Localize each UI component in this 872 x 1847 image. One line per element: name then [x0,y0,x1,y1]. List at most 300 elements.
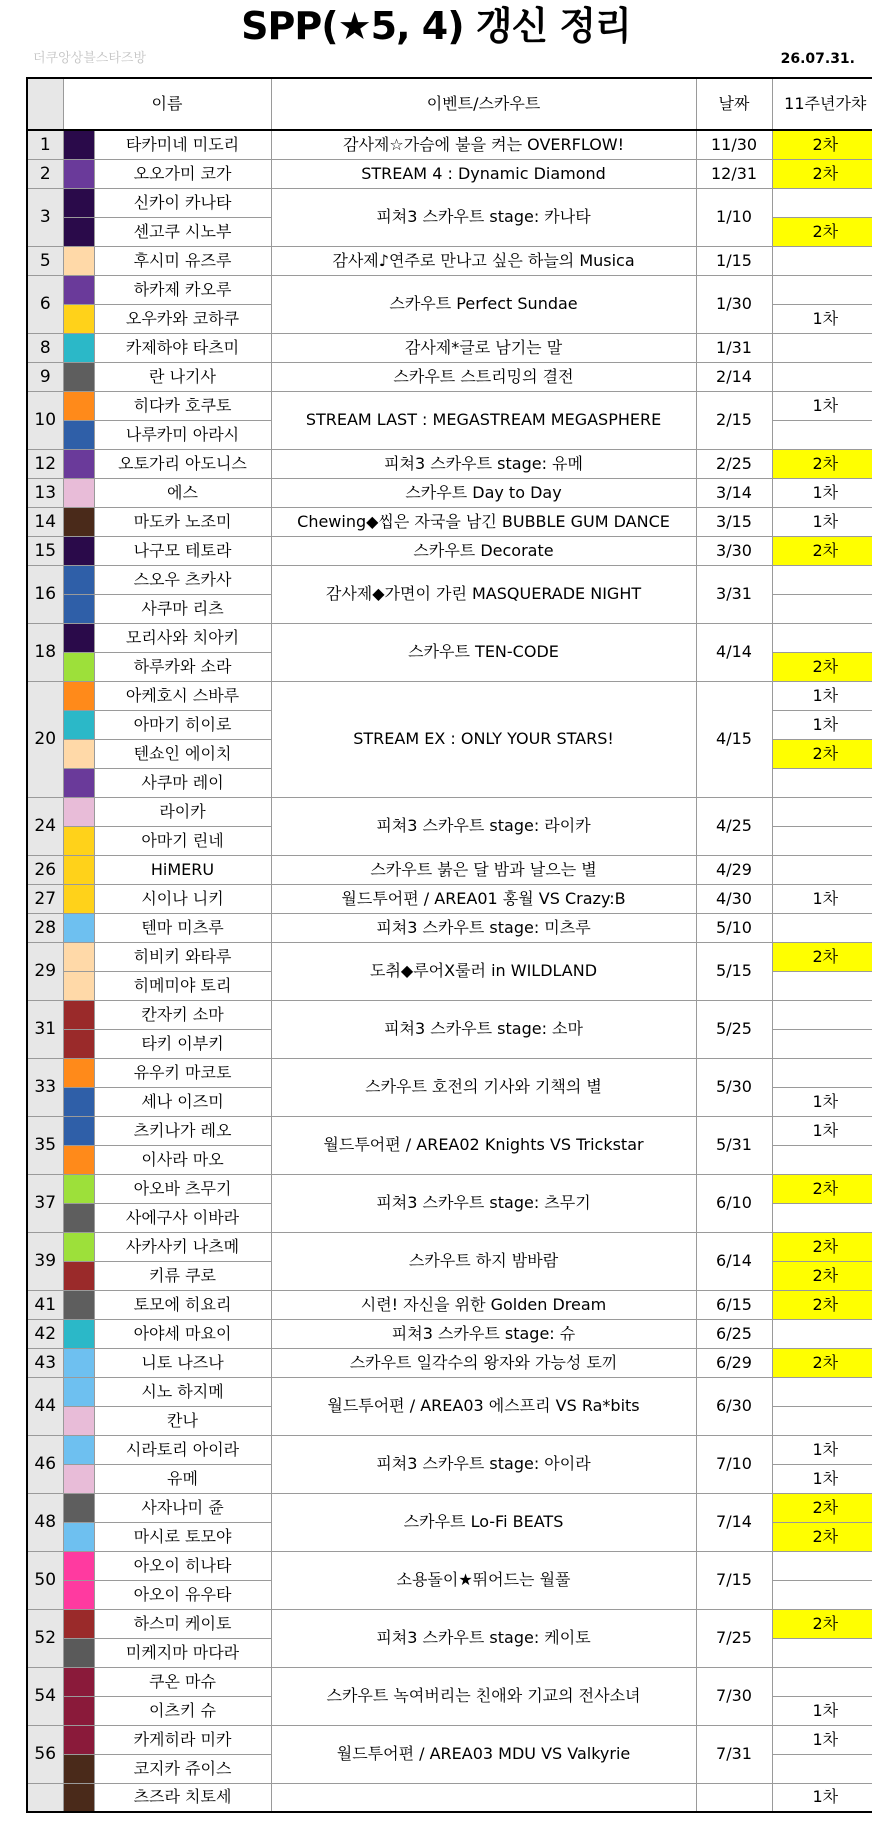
character-name: 유우키 마코토 [94,1058,271,1087]
character-name: 아오이 유우타 [94,1580,271,1609]
event-date: 5/30 [696,1058,772,1116]
character-name: 이사라 마오 [94,1145,271,1174]
unit-color-swatch [63,942,94,971]
event-date: 4/15 [696,681,772,797]
unit-color-swatch [63,594,94,623]
event-name: 월드투어편 / AREA03 에스프리 VS Ra*bits [271,1377,696,1435]
unit-color-swatch [63,768,94,797]
character-name: 타키 이부키 [94,1029,271,1058]
table-row [27,507,872,536]
row-number: 10 [27,391,63,449]
event-date: 7/14 [696,1493,772,1551]
gacha-round: 2차 [772,217,872,246]
table-row [27,1435,872,1464]
character-name: 신카이 카나타 [94,188,271,217]
gacha-round [772,1000,872,1029]
table-row [27,246,872,275]
unit-color-swatch [63,1000,94,1029]
row-number: 1 [27,130,63,159]
unit-color-swatch [63,739,94,768]
gacha-round [772,1638,872,1667]
event-date: 3/14 [696,478,772,507]
gacha-round [772,594,872,623]
character-name: 나루카미 아라시 [94,420,271,449]
row-number: 31 [27,1000,63,1058]
character-name: 센고쿠 시노부 [94,217,271,246]
gacha-round [772,855,872,884]
character-name: 시라토리 아이라 [94,1435,271,1464]
table-row [27,1667,872,1696]
watermark: 더쿠앙상블스타즈방 [33,51,147,66]
unit-color-swatch [63,1638,94,1667]
event-name [271,1783,696,1812]
event-name: 스카우트 녹여버리는 친애와 기교의 전사소녀 [271,1667,696,1725]
gacha-round: 1차 [772,1696,872,1725]
character-name: 니토 나즈나 [94,1348,271,1377]
unit-color-swatch [63,913,94,942]
row-number: 50 [27,1551,63,1609]
event-name: 피쳐3 스카우트 stage: 라이카 [271,797,696,855]
gacha-round [772,971,872,1000]
unit-color-swatch [63,391,94,420]
event-name: 스카우트 붉은 달 밤과 날으는 별 [271,855,696,884]
row-number: 48 [27,1493,63,1551]
event-name: STREAM 4 : Dynamic Diamond [271,159,696,188]
gacha-round: 1차 [772,1435,872,1464]
event-name: 스카우트 Day to Day [271,478,696,507]
character-name: 칸나 [94,1406,271,1435]
gacha-round: 2차 [772,536,872,565]
character-name: 아마기 히이로 [94,710,271,739]
unit-color-swatch [63,420,94,449]
unit-color-swatch [63,1609,94,1638]
event-date: 3/30 [696,536,772,565]
unit-color-swatch [63,623,94,652]
row-number: 42 [27,1319,63,1348]
event-date: 1/15 [696,246,772,275]
event-date [696,1783,772,1812]
event-date: 4/29 [696,855,772,884]
character-name: 시노 하지메 [94,1377,271,1406]
event-name: 피쳐3 스카우트 stage: 케이토 [271,1609,696,1667]
row-number: 5 [27,246,63,275]
character-name: 모리사와 치아키 [94,623,271,652]
gacha-round [772,565,872,594]
event-name: STREAM EX : ONLY YOUR STARS! [271,681,696,797]
row-number: 3 [27,188,63,246]
gacha-round: 1차 [772,507,872,536]
event-date: 2/25 [696,449,772,478]
gacha-round [772,1377,872,1406]
character-name: 이츠키 슈 [94,1696,271,1725]
row-number: 56 [27,1725,63,1783]
row-number: 6 [27,275,63,333]
unit-color-swatch [63,1580,94,1609]
row-number: 44 [27,1377,63,1435]
character-name: 츠키나가 레오 [94,1116,271,1145]
event-date: 7/31 [696,1725,772,1783]
event-date: 7/30 [696,1667,772,1725]
gacha-round [772,246,872,275]
event-date: 5/10 [696,913,772,942]
unit-color-swatch [63,1290,94,1319]
character-name: 아오이 히나타 [94,1551,271,1580]
event-date: 4/14 [696,623,772,681]
event-date: 5/15 [696,942,772,1000]
event-date: 6/30 [696,1377,772,1435]
character-name: 마도카 노조미 [94,507,271,536]
unit-color-swatch [63,1435,94,1464]
event-name: 스카우트 Perfect Sundae [271,275,696,333]
unit-color-swatch [63,1783,94,1812]
gacha-round: 1차 [772,1783,872,1812]
gacha-round: 1차 [772,304,872,333]
row-number: 26 [27,855,63,884]
table-row [27,1232,872,1261]
unit-color-swatch [63,1522,94,1551]
gacha-round [772,826,872,855]
unit-color-swatch [63,1087,94,1116]
gacha-round [772,1754,872,1783]
unit-color-swatch [63,1551,94,1580]
table-row [27,942,872,971]
gacha-round [772,1406,872,1435]
unit-color-swatch [63,130,94,159]
unit-color-swatch [63,1058,94,1087]
row-number [27,1783,63,1812]
character-name: 하카제 카오루 [94,275,271,304]
table-body [27,130,872,1812]
unit-color-swatch [63,304,94,333]
gacha-round: 2차 [772,1261,872,1290]
row-number: 46 [27,1435,63,1493]
gacha-round: 2차 [772,130,872,159]
event-name: 스카우트 Decorate [271,536,696,565]
gacha-round: 2차 [772,739,872,768]
table-row [27,623,872,652]
table-row [27,536,872,565]
spp-table [26,77,872,1813]
unit-color-swatch [63,1377,94,1406]
table-row [27,1058,872,1087]
unit-color-swatch [63,855,94,884]
gacha-round: 1차 [772,710,872,739]
table-row [27,681,872,710]
unit-color-swatch [63,681,94,710]
unit-color-swatch [63,710,94,739]
event-name: 스카우트 하지 밤바람 [271,1232,696,1290]
event-name: 감사제♪연주로 만나고 싶은 하늘의 Musica [271,246,696,275]
event-name: 스카우트 Lo-Fi BEATS [271,1493,696,1551]
unit-color-swatch [63,217,94,246]
gacha-round: 2차 [772,1232,872,1261]
character-name: 칸자키 소마 [94,1000,271,1029]
table-row [27,449,872,478]
character-name: 쿠온 마슈 [94,1667,271,1696]
character-name: 아야세 마요이 [94,1319,271,1348]
event-name: 스카우트 일각수의 왕자와 가능성 토끼 [271,1348,696,1377]
character-name: 아케호시 스바루 [94,681,271,710]
table-row [27,565,872,594]
event-date: 7/10 [696,1435,772,1493]
table-row [27,1493,872,1522]
table-row [27,130,872,159]
event-name: 월드투어편 / AREA02 Knights VS Trickstar [271,1116,696,1174]
gacha-round [772,1029,872,1058]
event-date: 6/29 [696,1348,772,1377]
character-name: 후시미 유즈루 [94,246,271,275]
character-name: 타카미네 미도리 [94,130,271,159]
event-name: 시련! 자신을 위한 Golden Dream [271,1290,696,1319]
character-name: HiMERU [94,855,271,884]
event-date: 4/25 [696,797,772,855]
row-number: 13 [27,478,63,507]
gacha-round [772,420,872,449]
unit-color-swatch [63,333,94,362]
gacha-round: 2차 [772,1522,872,1551]
gacha-round: 1차 [772,681,872,710]
unit-color-swatch [63,1464,94,1493]
unit-color-swatch [63,1261,94,1290]
page-title: SPP(★5, 4) 갱신 정리 [241,4,631,48]
character-name: 사카사키 나츠메 [94,1232,271,1261]
table-row [27,188,872,217]
gacha-round [772,1580,872,1609]
gacha-round [772,1203,872,1232]
event-name: 도취◆루어X룰러 in WILDLAND [271,942,696,1000]
event-name: 월드투어편 / AREA01 홍월 VS Crazy:B [271,884,696,913]
header-name: 이름 [63,78,271,130]
event-name: 감사제◆가면이 가린 MASQUERADE NIGHT [271,565,696,623]
row-number: 27 [27,884,63,913]
event-name: 피쳐3 스카우트 stage: 유메 [271,449,696,478]
event-date: 3/31 [696,565,772,623]
table-row [27,1609,872,1638]
unit-color-swatch [63,797,94,826]
event-date: 6/25 [696,1319,772,1348]
event-name: 피쳐3 스카우트 stage: 카나타 [271,188,696,246]
gacha-round: 1차 [772,478,872,507]
event-date: 7/25 [696,1609,772,1667]
unit-color-swatch [63,826,94,855]
unit-color-swatch [63,1754,94,1783]
event-date: 4/30 [696,884,772,913]
event-name: 피쳐3 스카우트 stage: 미츠루 [271,913,696,942]
table-row [27,159,872,188]
row-number: 39 [27,1232,63,1290]
table-row [27,333,872,362]
row-number: 14 [27,507,63,536]
character-name: 텐마 미츠루 [94,913,271,942]
gacha-round [772,1319,872,1348]
gacha-round: 1차 [772,1116,872,1145]
event-date: 3/15 [696,507,772,536]
row-number: 43 [27,1348,63,1377]
gacha-round [772,797,872,826]
table-row [27,884,872,913]
character-name: 아오바 츠무기 [94,1174,271,1203]
character-name: 츠즈라 치토세 [94,1783,271,1812]
character-name: 오토가리 아도니스 [94,449,271,478]
event-name: 감사제*글로 남기는 말 [271,333,696,362]
row-number: 41 [27,1290,63,1319]
gacha-round [772,188,872,217]
unit-color-swatch [63,1029,94,1058]
unit-color-swatch [63,1174,94,1203]
unit-color-swatch [63,1725,94,1754]
gacha-round [772,913,872,942]
row-number: 33 [27,1058,63,1116]
character-name: 하스미 케이토 [94,1609,271,1638]
event-name: 스카우트 스트리밍의 결전 [271,362,696,391]
character-name: 마시로 토모야 [94,1522,271,1551]
unit-color-swatch [63,246,94,275]
row-number: 35 [27,1116,63,1174]
table-row [27,478,872,507]
character-name: 사쿠마 레이 [94,768,271,797]
table-row [27,362,872,391]
event-name: 스카우트 TEN-CODE [271,623,696,681]
gacha-round: 1차 [772,391,872,420]
table-row [27,913,872,942]
event-name: 스카우트 호전의 기사와 기책의 별 [271,1058,696,1116]
table-row [27,1174,872,1203]
gacha-round [772,768,872,797]
event-name: 월드투어편 / AREA03 MDU VS Valkyrie [271,1725,696,1783]
event-name: 감사제☆가슴에 불을 켜는 OVERFLOW! [271,130,696,159]
character-name: 카제하야 타츠미 [94,333,271,362]
event-name: 피쳐3 스카우트 stage: 슈 [271,1319,696,1348]
event-date: 6/15 [696,1290,772,1319]
gacha-round: 2차 [772,1174,872,1203]
gacha-round: 1차 [772,1087,872,1116]
update-date: 26.07.31. [780,51,855,67]
table-row [27,1348,872,1377]
gacha-round [772,623,872,652]
character-name: 하루카와 소라 [94,652,271,681]
gacha-round [772,1058,872,1087]
character-name: 히다카 호쿠토 [94,391,271,420]
event-date: 1/10 [696,188,772,246]
event-name: 피쳐3 스카우트 stage: 소마 [271,1000,696,1058]
unit-color-swatch [63,1116,94,1145]
table-row [27,1551,872,1580]
character-name: 오오가미 코가 [94,159,271,188]
row-number: 16 [27,565,63,623]
row-number: 52 [27,1609,63,1667]
unit-color-swatch [63,507,94,536]
character-name: 라이카 [94,797,271,826]
character-name: 미케지마 마다라 [94,1638,271,1667]
character-name: 란 나기사 [94,362,271,391]
event-name: STREAM LAST : MEGASTREAM MEGASPHERE [271,391,696,449]
unit-color-swatch [63,1696,94,1725]
table-row [27,1725,872,1754]
row-number: 9 [27,362,63,391]
row-number: 24 [27,797,63,855]
character-name: 유메 [94,1464,271,1493]
unit-color-swatch [63,478,94,507]
unit-color-swatch [63,1203,94,1232]
character-name: 오우카와 코하쿠 [94,304,271,333]
event-name: 소용돌이★뛰어드는 월풀 [271,1551,696,1609]
character-name: 토모에 히요리 [94,1290,271,1319]
unit-color-swatch [63,275,94,304]
gacha-round: 2차 [772,942,872,971]
table-header [27,78,872,130]
table-row [27,275,872,304]
event-date: 6/14 [696,1232,772,1290]
header-date: 날짜 [696,78,772,130]
unit-color-swatch [63,1493,94,1522]
gacha-round: 2차 [772,449,872,478]
row-number: 37 [27,1174,63,1232]
event-date: 1/31 [696,333,772,362]
unit-color-swatch [63,159,94,188]
table-row [27,1783,872,1812]
event-date: 5/25 [696,1000,772,1058]
table-row [27,1377,872,1406]
event-date: 5/31 [696,1116,772,1174]
event-date: 6/10 [696,1174,772,1232]
event-name: Chewing◆씹은 자국을 남긴 BUBBLE GUM DANCE [271,507,696,536]
event-date: 1/30 [696,275,772,333]
character-name: 사에구사 이바라 [94,1203,271,1232]
character-name: 세나 이즈미 [94,1087,271,1116]
row-number: 12 [27,449,63,478]
header-event: 이벤트/스카우트 [271,78,696,130]
header-gacha: 11주년가챠 [772,78,872,130]
unit-color-swatch [63,971,94,1000]
character-name: 에스 [94,478,271,507]
table-row [27,1319,872,1348]
gacha-round [772,1145,872,1174]
character-name: 나구모 테토라 [94,536,271,565]
character-name: 카게히라 미카 [94,1725,271,1754]
unit-color-swatch [63,1232,94,1261]
event-name: 피쳐3 스카우트 stage: 츠무기 [271,1174,696,1232]
table-row [27,1290,872,1319]
header-number-cell [27,78,63,130]
gacha-round: 2차 [772,1493,872,1522]
event-date: 2/15 [696,391,772,449]
gacha-round [772,333,872,362]
unit-color-swatch [63,652,94,681]
unit-color-swatch [63,1319,94,1348]
table-row [27,797,872,826]
character-name: 코지카 쥬이스 [94,1754,271,1783]
unit-color-swatch [63,884,94,913]
gacha-round [772,362,872,391]
row-number: 28 [27,913,63,942]
unit-color-swatch [63,188,94,217]
unit-color-swatch [63,1348,94,1377]
event-date: 11/30 [696,130,772,159]
gacha-round: 2차 [772,1290,872,1319]
gacha-round [772,1551,872,1580]
character-name: 스오우 츠카사 [94,565,271,594]
row-number: 18 [27,623,63,681]
gacha-round: 2차 [772,1609,872,1638]
event-date: 2/14 [696,362,772,391]
gacha-round: 2차 [772,652,872,681]
gacha-round: 1차 [772,1725,872,1754]
unit-color-swatch [63,536,94,565]
unit-color-swatch [63,1406,94,1435]
gacha-round: 1차 [772,884,872,913]
unit-color-swatch [63,1145,94,1174]
row-number: 29 [27,942,63,1000]
